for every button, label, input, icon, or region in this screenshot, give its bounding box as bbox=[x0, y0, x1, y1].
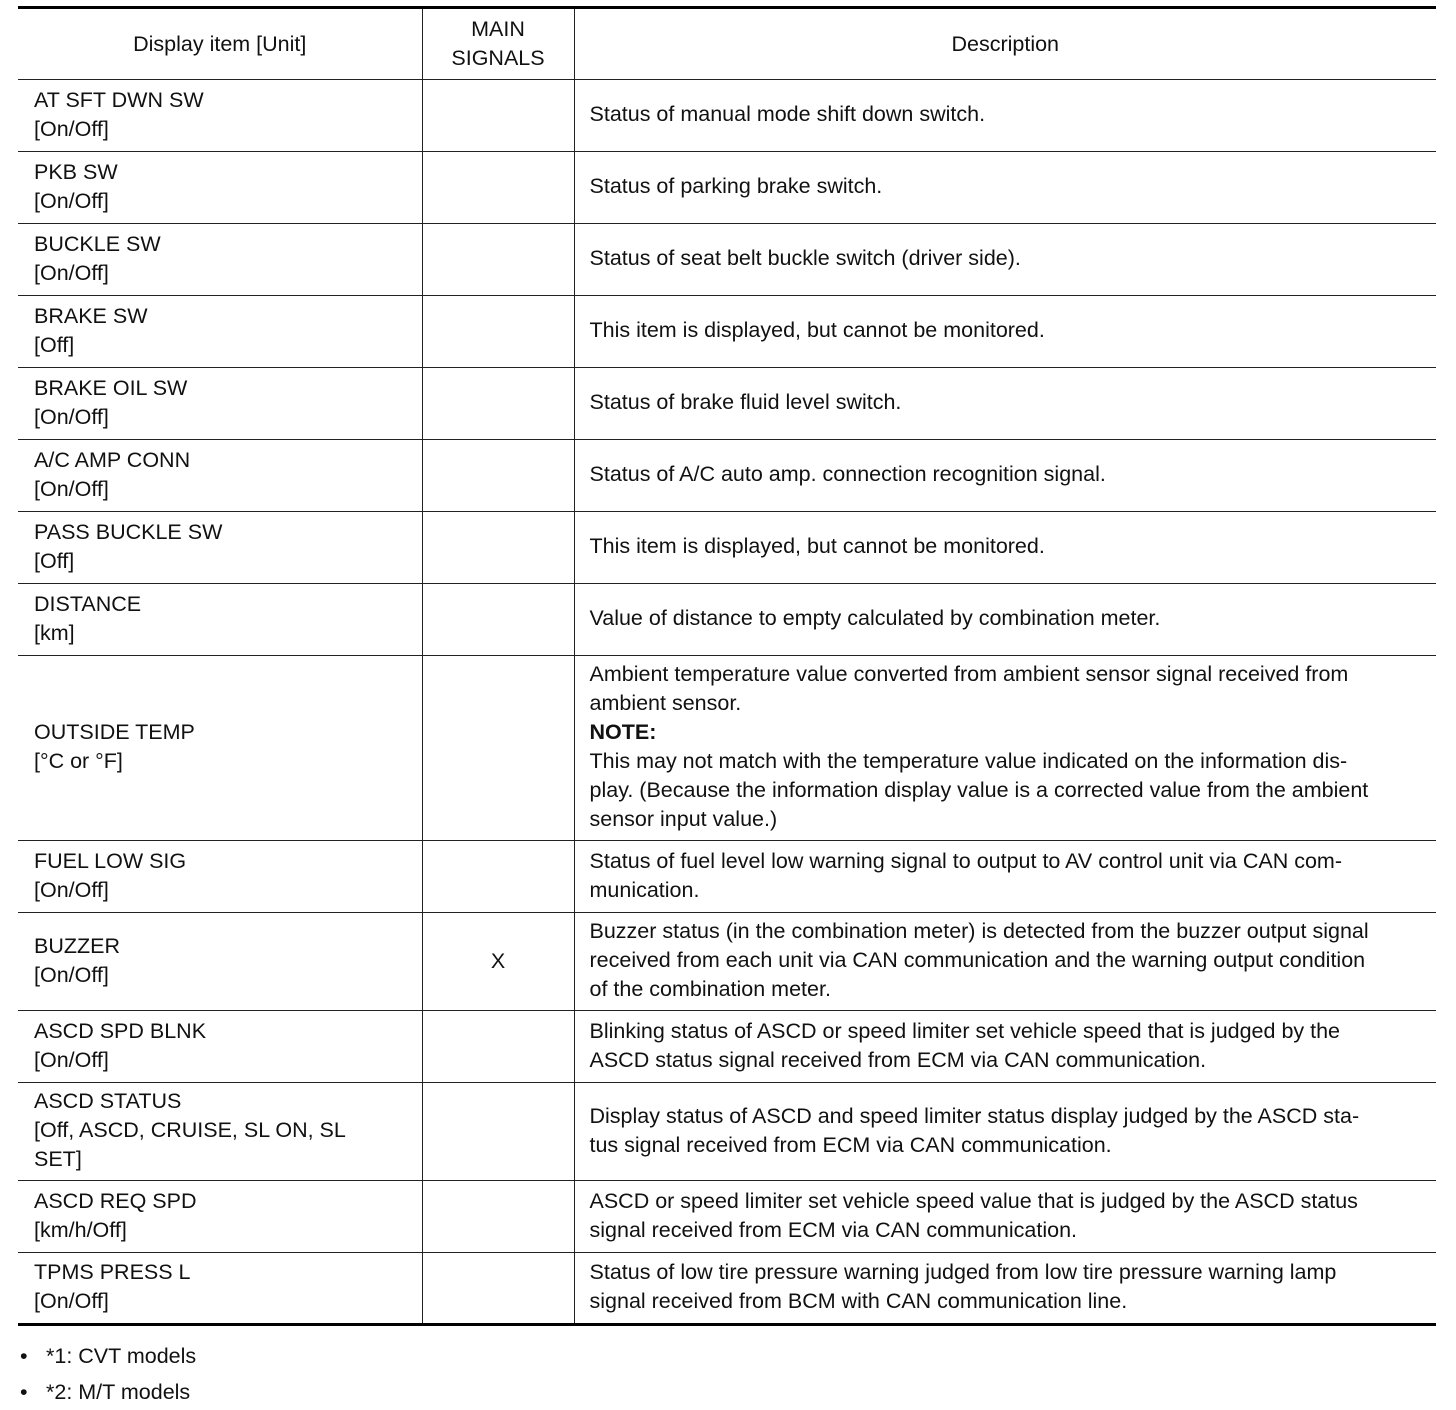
footnote-text: *1: CVT models bbox=[46, 1344, 197, 1368]
description-cell bbox=[574, 656, 1436, 841]
footnote-text: *2: M/T models bbox=[46, 1380, 191, 1404]
main-signal-cell bbox=[422, 1011, 574, 1083]
main-signal-cell bbox=[422, 224, 574, 296]
display-item-cell bbox=[18, 913, 422, 1011]
note-line: sensor input value.) bbox=[589, 807, 778, 831]
description-cell bbox=[574, 1253, 1436, 1325]
table-row bbox=[18, 368, 1436, 440]
item-name: BRAKE OIL SW bbox=[34, 375, 188, 400]
description-line: ASCD or speed limiter set vehicle speed value that is judged by the ASCD status bbox=[589, 1188, 1358, 1213]
description-cell: Status of manual mode shift down switch. bbox=[574, 80, 1436, 152]
description-cell bbox=[574, 841, 1436, 913]
item-name: DISTANCE bbox=[34, 591, 142, 616]
main-signal-cell bbox=[422, 1253, 574, 1325]
item-unit: [On/Off] bbox=[34, 877, 109, 902]
description-line: signal received from ECM via CAN communication. bbox=[589, 1217, 1077, 1242]
item-unit: [On/Off] bbox=[34, 476, 109, 501]
display-item-cell bbox=[18, 841, 422, 913]
footnotes bbox=[18, 1338, 196, 1410]
description-line: Blinking status of ASCD or speed limiter set vehicle speed that is judged by the bbox=[589, 1018, 1341, 1043]
item-name: AT SFT DWN SW bbox=[34, 87, 204, 112]
table-row bbox=[18, 224, 1436, 296]
description-cell bbox=[574, 913, 1436, 1011]
main-signal-cell bbox=[422, 512, 574, 584]
description-cell: Status of seat belt buckle switch (driver side). bbox=[574, 224, 1436, 296]
item-name: BRAKE SW bbox=[34, 303, 148, 328]
display-item-cell bbox=[18, 1083, 422, 1181]
display-item-cell bbox=[18, 656, 422, 841]
header-main-signals bbox=[422, 8, 574, 80]
description-line: Buzzer status (in the combination meter) is detected from the buzzer output signal bbox=[589, 919, 1369, 943]
item-name: BUZZER bbox=[34, 933, 120, 958]
note-label: NOTE: bbox=[589, 720, 657, 744]
item-name: PASS BUCKLE SW bbox=[34, 519, 223, 544]
header-main-signals-line1: MAIN bbox=[471, 17, 525, 41]
item-unit: [Off] bbox=[34, 332, 75, 357]
item-unit: [Off, ASCD, CRUISE, SL ON, SL bbox=[34, 1118, 346, 1142]
description-line: ambient sensor. bbox=[589, 691, 742, 715]
display-item-cell bbox=[18, 584, 422, 656]
description-cell: Status of A/C auto amp. connection recognition signal. bbox=[574, 440, 1436, 512]
display-item-cell bbox=[18, 440, 422, 512]
item-name: ASCD STATUS bbox=[34, 1089, 182, 1113]
main-signal-cell: X bbox=[422, 913, 574, 1011]
item-unit: [On/Off] bbox=[34, 1047, 109, 1072]
item-name: ASCD SPD BLNK bbox=[34, 1018, 207, 1043]
description-cell: Value of distance to empty calculated by combination meter. bbox=[574, 584, 1436, 656]
table-body bbox=[18, 80, 1436, 1325]
main-signal-cell bbox=[422, 1181, 574, 1253]
item-name: FUEL LOW SIG bbox=[34, 848, 187, 873]
table-row bbox=[18, 841, 1436, 913]
description-cell: Status of brake fluid level switch. bbox=[574, 368, 1436, 440]
table-row bbox=[18, 1253, 1436, 1325]
description-cell bbox=[574, 1011, 1436, 1083]
display-item-cell bbox=[18, 296, 422, 368]
description-line: tus signal received from ECM via CAN communication. bbox=[589, 1132, 1112, 1157]
table-row bbox=[18, 1181, 1436, 1253]
header-description: Description bbox=[574, 8, 1436, 80]
bullet-icon: • bbox=[20, 1380, 28, 1404]
main-signal-cell bbox=[422, 152, 574, 224]
item-name: A/C AMP CONN bbox=[34, 447, 191, 472]
main-signal-cell bbox=[422, 296, 574, 368]
table-row bbox=[18, 296, 1436, 368]
table-row bbox=[18, 656, 1436, 841]
item-unit: [Off] bbox=[34, 548, 75, 573]
item-unit: [km/h/Off] bbox=[34, 1217, 127, 1242]
display-item-cell bbox=[18, 152, 422, 224]
display-item-cell bbox=[18, 1253, 422, 1325]
description-cell: This item is displayed, but cannot be monitored. bbox=[574, 296, 1436, 368]
table-row bbox=[18, 80, 1436, 152]
description-line: Status of low tire pressure warning judged from low tire pressure warning lamp bbox=[589, 1260, 1337, 1284]
main-signal-cell bbox=[422, 368, 574, 440]
item-unit: [On/Off] bbox=[34, 404, 109, 429]
description-cell: Status of parking brake switch. bbox=[574, 152, 1436, 224]
item-unit: [On/Off] bbox=[34, 260, 109, 285]
display-item-cell bbox=[18, 224, 422, 296]
header-main-signals-line2: SIGNALS bbox=[451, 46, 545, 70]
table-row bbox=[18, 440, 1436, 512]
table-row bbox=[18, 152, 1436, 224]
display-item-cell bbox=[18, 1011, 422, 1083]
description-cell bbox=[574, 1181, 1436, 1253]
bullet-icon: • bbox=[20, 1344, 28, 1368]
main-signal-cell bbox=[422, 80, 574, 152]
description-line: munication. bbox=[589, 877, 700, 902]
main-signal-cell bbox=[422, 656, 574, 841]
item-name: OUTSIDE TEMP bbox=[34, 720, 195, 744]
table-row bbox=[18, 1083, 1436, 1181]
item-unit: [On/Off] bbox=[34, 1289, 109, 1313]
description-cell bbox=[574, 1083, 1436, 1181]
footnote bbox=[18, 1338, 196, 1374]
item-unit: [km] bbox=[34, 620, 75, 645]
description-line: signal received from BCM with CAN communication line. bbox=[589, 1289, 1128, 1313]
display-item-cell bbox=[18, 512, 422, 584]
table-row bbox=[18, 1011, 1436, 1083]
item-name: ASCD REQ SPD bbox=[34, 1188, 197, 1213]
item-name: TPMS PRESS L bbox=[34, 1260, 191, 1284]
note-line: play. (Because the information display value is a corrected value from the ambient bbox=[589, 778, 1369, 802]
table-row bbox=[18, 913, 1436, 1011]
description-line: of the combination meter. bbox=[589, 977, 831, 1001]
table-row bbox=[18, 584, 1436, 656]
display-item-cell bbox=[18, 1181, 422, 1253]
display-item-cell bbox=[18, 80, 422, 152]
item-unit: [°C or °F] bbox=[34, 749, 123, 773]
description-line: Ambient temperature value converted from ambient sensor signal received from bbox=[589, 662, 1349, 686]
item-name: PKB SW bbox=[34, 159, 118, 184]
main-signal-cell bbox=[422, 584, 574, 656]
monitor-items-table bbox=[18, 6, 1436, 1326]
table-header bbox=[18, 8, 1436, 80]
main-signal-cell bbox=[422, 440, 574, 512]
description-cell: This item is displayed, but cannot be monitored. bbox=[574, 512, 1436, 584]
description-line: received from each unit via CAN communication and the warning output condition bbox=[589, 948, 1366, 972]
header-display-item: Display item [Unit] bbox=[18, 8, 422, 80]
main-signal-cell bbox=[422, 1083, 574, 1181]
description-line: Display status of ASCD and speed limiter status display judged by the ASCD sta- bbox=[589, 1103, 1360, 1128]
item-name: BUCKLE SW bbox=[34, 231, 161, 256]
item-unit: [On/Off] bbox=[34, 962, 109, 987]
main-signal-cell bbox=[422, 841, 574, 913]
description-line: ASCD status signal received from ECM via CAN communication. bbox=[589, 1047, 1207, 1072]
display-item-cell bbox=[18, 368, 422, 440]
description-line: Status of fuel level low warning signal to output to AV control unit via CAN com- bbox=[589, 848, 1342, 873]
note-line: This may not match with the temperature value indicated on the information dis- bbox=[589, 749, 1348, 773]
footnote bbox=[18, 1374, 196, 1410]
table-row bbox=[18, 512, 1436, 584]
item-unit: [On/Off] bbox=[34, 188, 109, 213]
item-unit: SET] bbox=[34, 1147, 82, 1171]
item-unit: [On/Off] bbox=[34, 116, 109, 141]
